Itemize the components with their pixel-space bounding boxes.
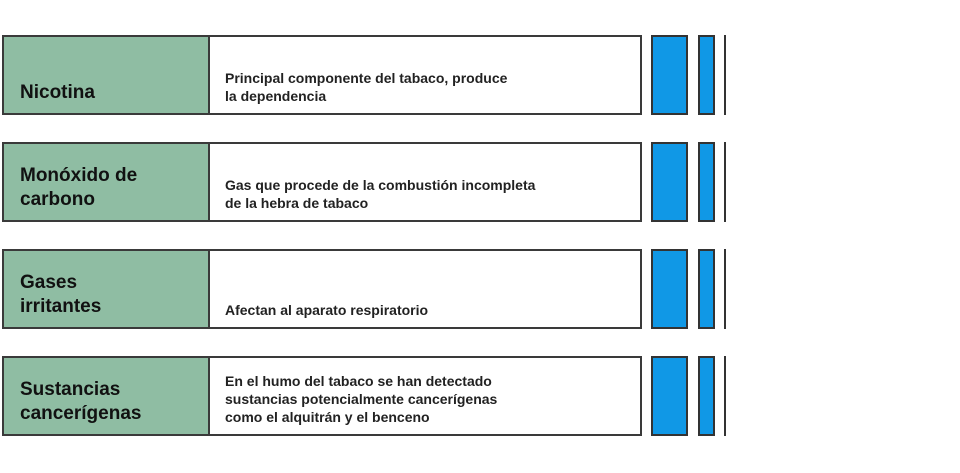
row-sustancias-cancerigenas — [2, 356, 642, 436]
row-nicotina — [2, 35, 642, 115]
row-monoxido-de-carbono — [2, 142, 642, 222]
description-text: Gas que procede de la combustión incompleta de la hebra de tabaco — [225, 177, 536, 211]
marker-narrow-bar — [698, 142, 715, 222]
marker-wide-bar — [651, 35, 688, 115]
description-text: Principal componente del tabaco, produce la dependencia — [225, 70, 508, 104]
term-cell — [4, 251, 210, 327]
marker-wide-bar — [651, 356, 688, 436]
row-marker-group — [650, 35, 730, 115]
marker-line — [724, 35, 726, 115]
marker-line — [724, 142, 726, 222]
term-label: Monóxido de carbono — [20, 165, 138, 210]
marker-narrow-bar — [698, 356, 715, 436]
marker-wide-bar — [651, 142, 688, 222]
term-cell — [4, 144, 210, 220]
description-cell — [210, 144, 640, 220]
description-cell — [210, 358, 640, 434]
row-gases-irritantes — [2, 249, 642, 329]
row-marker-group — [650, 356, 730, 436]
description-cell — [210, 37, 640, 113]
marker-wide-bar — [651, 249, 688, 329]
description-text: En el humo del tabaco se han detectado sustancias potencialmente cancerígenas como el alquitrán y el benceno — [225, 373, 498, 425]
marker-narrow-bar — [698, 249, 715, 329]
term-label: Sustancias cancerígenas — [20, 379, 142, 424]
description-text: Afectan al aparato respiratorio — [225, 302, 429, 318]
marker-line — [724, 249, 726, 329]
description-cell — [210, 251, 640, 327]
term-label: Gases irritantes — [20, 272, 102, 317]
marker-line — [724, 356, 726, 436]
row-marker-group — [650, 249, 730, 329]
term-label: Nicotina — [20, 82, 95, 103]
term-cell — [4, 358, 210, 434]
marker-narrow-bar — [698, 35, 715, 115]
term-cell — [4, 37, 210, 113]
row-marker-group — [650, 142, 730, 222]
